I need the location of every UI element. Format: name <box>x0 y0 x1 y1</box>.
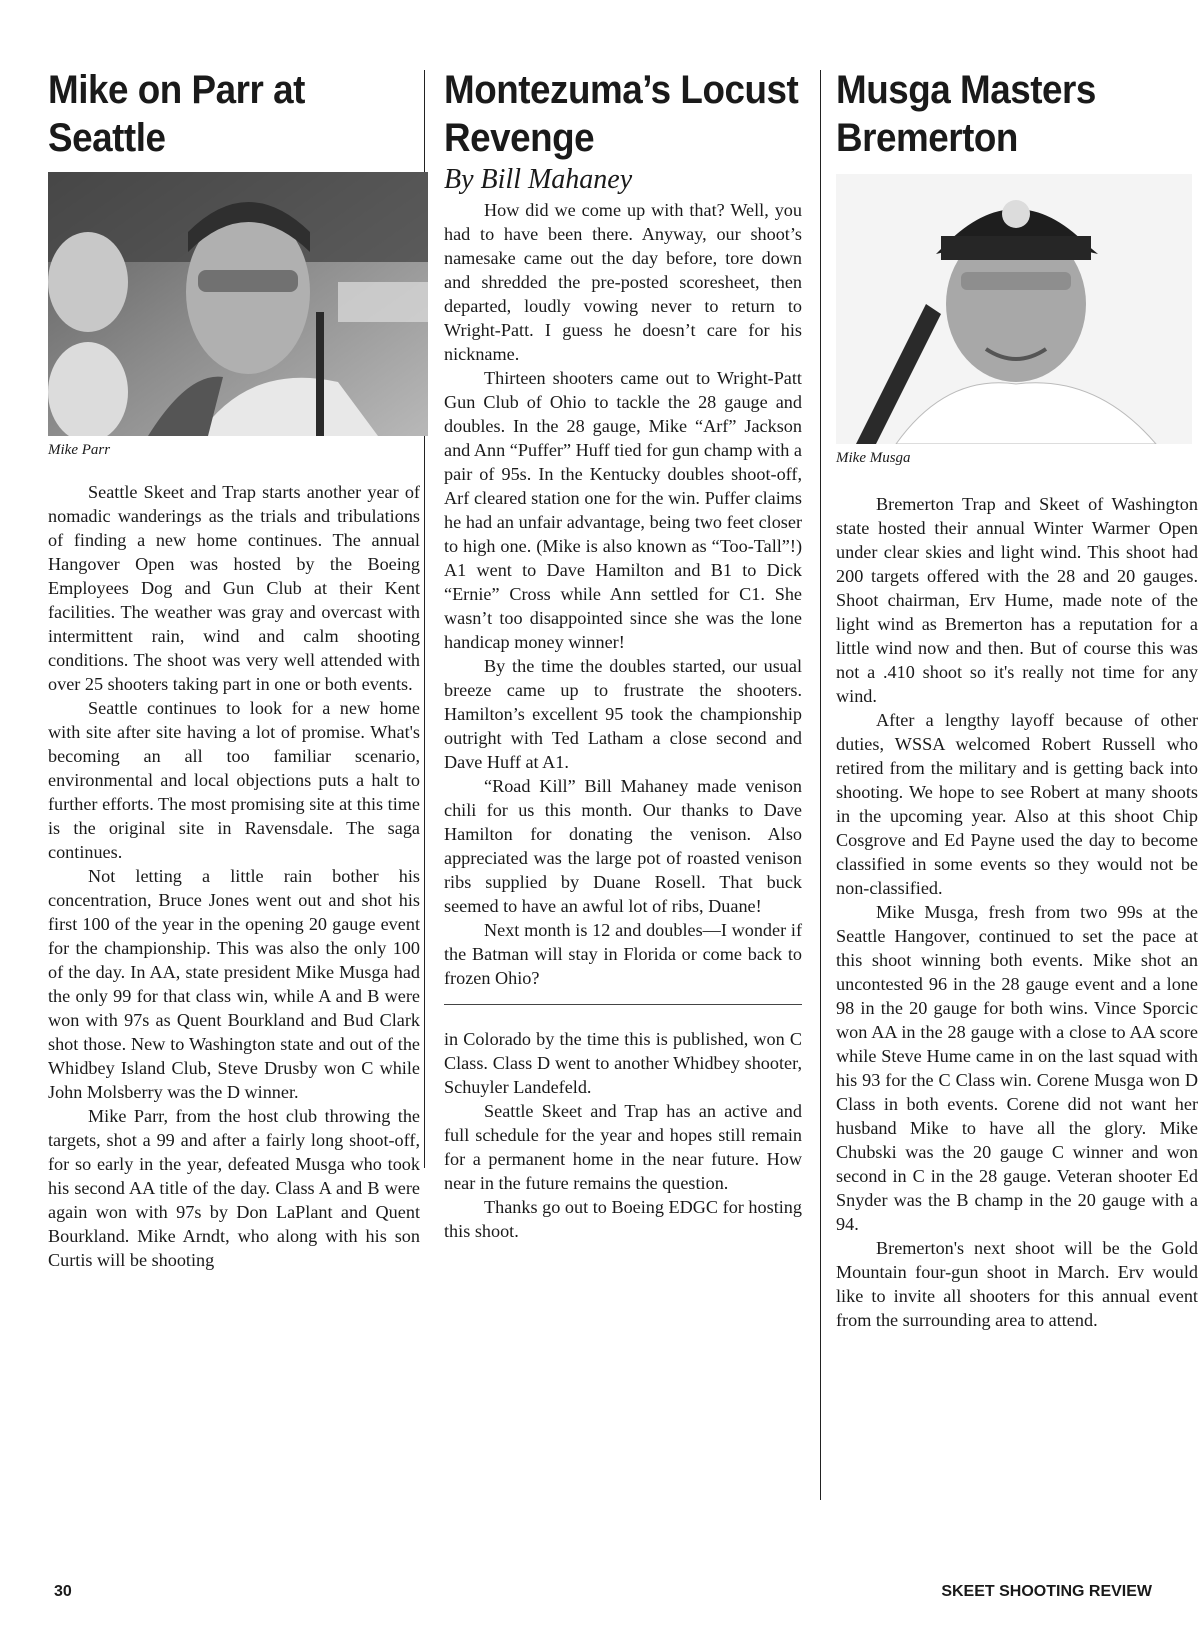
paragraph: By the time the doubles started, our usual breeze came up to frustrate the shooters. Hamilton’s excellent 95 took the championship outright with Ted Latham a close second and Dave Huff at A1. <box>444 656 802 772</box>
article-title <box>836 66 1169 162</box>
paragraph: Thirteen shooters came out to Wright-Patt Gun Club of Ohio to tackle the 28 gauge and doubles. In the 28 gauge, Mike “Arf” Jackson and Ann “Puffer” Huff tied for gun champ with a pair of 95s. In the Kentucky doubles shoot-off, Arf cleared station one for the win. Puffer claims he had an unfair advantage, being two feet closer to high one. (Mike is also known as “Too-Tall”!) A1 went to Dave Hamilton and B1 to Dick “Ernie” Cross while Ann settled for C1. She wasn’t too disappointed since she was the lone handicap money winner! <box>444 368 802 652</box>
article-divider <box>444 1004 802 1005</box>
article-mike-on-parr <box>48 66 420 1272</box>
photo-caption: Mike Parr <box>48 442 111 458</box>
title-line-1: Musga Masters <box>836 68 1096 112</box>
mike-parr-photo <box>48 172 428 436</box>
paragraph: Mike Parr, from the host club throwing the targets, shot a 99 and after a fairly long shoot-off, for so early in the year, defeated Musga who took his second AA title of the day. Class A and B were again won with 97s by Don LaPlant and Quent Bourkland. Mike Arndt, who along with his son Curtis will be shooting <box>48 1106 420 1270</box>
continued-paragraph: Thanks go out to Boeing EDGC for hosting this shoot. <box>444 1197 802 1241</box>
continued-paragraph: Seattle Skeet and Trap has an active and full schedule for the year and hopes still remain for a permanent home in the near future. How near in the future remains the question. <box>444 1101 802 1193</box>
paragraph: Bremerton's next shoot will be the Gold Mountain four-gun shoot in March. Erv would like to invite all shooters for this annual event from the surrounding area to attend. <box>836 1238 1198 1330</box>
paragraph: Mike Musga, fresh from two 99s at the Seattle Hangover, continued to set the pace at this shoot winning both events. Mike shot an uncontested 96 in the 28 gauge event and a lone 98 in the 20 gauge for both wins. Vince Sporcic won AA in the 28 gauge with a close to AA score while Steve Hume came in on the last squad with his 93 for the C Class win. Corene Musga won D Class in both events. Corene did not want her husband Mike to have all the glory. Mike Chubski was the 20 gauge C winner and won second in C in the 28 gauge. Veteran shooter Ed Snyder was the B champ in the 20 gauge with a 94. <box>836 902 1198 1234</box>
title-line-2: Revenge <box>444 116 595 160</box>
title-line-2: Seattle <box>48 116 166 160</box>
paragraph: After a lengthy layoff because of other duties, WSSA welcomed Robert Russell who retired from the military and is getting back into shooting. We hope to see Robert at many shoots in the upcoming year. Also at this shoot Chip Cosgrove and Ed Payne used the day to become classified in some events so they would not be non-classified. <box>836 710 1198 898</box>
article-title <box>444 66 799 162</box>
paragraph: Bremerton Trap and Skeet of Washington state hosted their annual Winter Warmer Open under clear skies and light wind. This shoot had 200 targets offered with the 28 and 20 gauges. Shoot chairman, Erv Hume, made note of the light wind as Bremerton has a reputation for a little wind now and then. But of course this was not a .410 shoot so it's really not time for any wind. <box>836 494 1198 706</box>
paragraph: Seattle continues to look for a new home with site after site having a lot of promise. What's becoming an all too familiar scenario, environmental and local objections puts a halt to further efforts. The most promising site at this time is the original site in Ravensdale. The saga continues. <box>48 698 420 862</box>
photo-caption: Mike Musga <box>836 450 911 466</box>
title-line-1: Mike on Parr at <box>48 68 305 112</box>
title-line-1: Montezuma’s Locust <box>444 68 799 112</box>
mike-musga-photo <box>836 174 1192 444</box>
paragraph: How did we come up with that? Well, you had to have been there. Anyway, our shoot’s namesake came out the day before, tore down and shredded the pre-posted scoresheet, then departed, loudly vowing never to return to Wright-Patt. I guess he doesn’t care for his nickname. <box>444 200 802 364</box>
continued-paragraph: in Colorado by the time this is published, won C Class. Class D went to another Whidbey shooter, Schuyler Landefeld. <box>444 1029 802 1097</box>
article-montezumas-locust <box>444 66 802 1243</box>
paragraph: Seattle Skeet and Trap starts another year of nomadic wanderings as the trials and tribulations of finding a new home continues. The annual Hangover Open was hosted by the Boeing Employees Dog and Gun Club at their Kent facilities. The weather was gray and overcast with intermittent rain, wind and calm shooting conditions. The shoot was very well attended with over 25 shooters taking part in one or both events. <box>48 482 420 694</box>
paragraph: “Road Kill” Bill Mahaney made venison chili for us this month. Our thanks to Dave Hamilton for donating the venison. Also appreciated was the large pot of roasted venison ribs supplied by Duane Rosell. That buck seemed to have an awful lot of ribs, Duane! <box>444 776 802 916</box>
page-number: 30 <box>54 1583 72 1600</box>
article-title <box>48 66 390 162</box>
magazine-name: SKEET SHOOTING REVIEW <box>941 1583 1152 1600</box>
column-rule-right <box>820 70 821 1500</box>
title-line-2: Bremerton <box>836 116 1018 160</box>
byline: By Bill Mahaney <box>444 164 633 195</box>
paragraph: Not letting a little rain bother his concentration, Bruce Jones went out and shot his first 100 of the year in the opening 20 gauge event for the championship. This was also the only 100 of the day. In AA, state president Mike Musga had the only 99 for that class win, while A and B were won with 97s as Quent Bourkland and Bud Clark shot those. New to Washington state and out of the Whidbey Island Club, Steve Drusby won C while John Molsberry was the D winner. <box>48 866 420 1102</box>
article-musga-masters <box>836 66 1198 1332</box>
paragraph: Next month is 12 and doubles—I wonder if the Batman will stay in Florida or come back to frozen Ohio? <box>444 920 802 988</box>
